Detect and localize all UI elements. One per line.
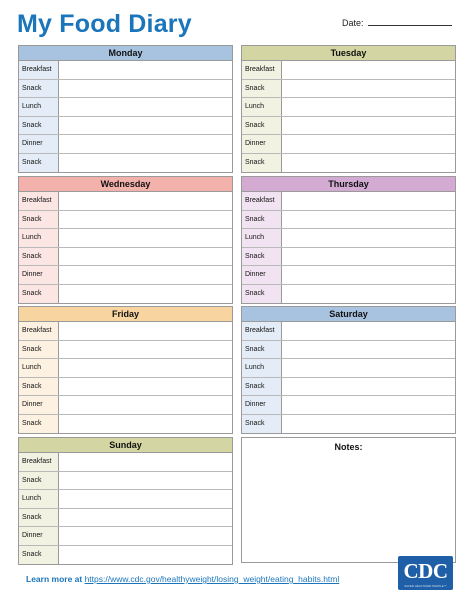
meal-entry-field[interactable] [59, 509, 232, 527]
meal-entry-field[interactable] [282, 396, 455, 414]
meal-label: Breakfast [19, 192, 59, 210]
meal-row [19, 527, 232, 546]
meal-entry-field[interactable] [282, 135, 455, 153]
meal-entry-field[interactable] [282, 285, 455, 304]
day-header: Wednesday [19, 177, 232, 192]
meal-label: Breakfast [19, 322, 59, 340]
meal-entry-field[interactable] [59, 229, 232, 247]
day-header: Thursday [242, 177, 455, 192]
meal-entry-field[interactable] [59, 527, 232, 545]
meal-entry-field[interactable] [59, 135, 232, 153]
meal-label: Breakfast [242, 61, 282, 79]
day-header: Monday [19, 46, 232, 61]
meal-row [242, 396, 455, 415]
meal-row [242, 378, 455, 397]
meal-row [242, 229, 455, 248]
day-block-saturday [241, 306, 456, 434]
meal-row [19, 285, 232, 304]
meal-label: Snack [242, 285, 282, 304]
meal-label: Snack [242, 415, 282, 434]
meal-entry-field[interactable] [59, 192, 232, 210]
day-header: Tuesday [242, 46, 455, 61]
meal-row [242, 285, 455, 304]
meal-label: Snack [19, 378, 59, 396]
meal-entry-field[interactable] [59, 546, 232, 565]
meal-entry-field[interactable] [282, 117, 455, 135]
meal-entry-field[interactable] [59, 341, 232, 359]
meal-entry-field[interactable] [59, 80, 232, 98]
meal-label: Dinner [19, 135, 59, 153]
meal-label: Lunch [19, 229, 59, 247]
meal-row [19, 490, 232, 509]
meal-label: Dinner [242, 135, 282, 153]
meal-label: Breakfast [19, 61, 59, 79]
meal-label: Snack [19, 248, 59, 266]
day-block-sunday [18, 437, 233, 565]
meal-entry-field[interactable] [59, 322, 232, 340]
meal-label: Snack [19, 154, 59, 173]
meal-row [242, 117, 455, 136]
meal-label: Snack [19, 117, 59, 135]
day-block-friday [18, 306, 233, 434]
meal-label: Lunch [19, 490, 59, 508]
day-block-tuesday [241, 45, 456, 173]
meal-entry-field[interactable] [59, 490, 232, 508]
meal-label: Dinner [19, 527, 59, 545]
meal-label: Snack [19, 415, 59, 434]
meal-label: Snack [242, 341, 282, 359]
meal-entry-field[interactable] [282, 192, 455, 210]
meal-label: Snack [19, 341, 59, 359]
meal-label: Dinner [19, 396, 59, 414]
meal-label: Lunch [242, 229, 282, 247]
meal-row [19, 192, 232, 211]
meal-row [242, 322, 455, 341]
meal-entry-field[interactable] [59, 453, 232, 471]
day-block-monday [18, 45, 233, 173]
day-header: Saturday [242, 307, 455, 322]
meal-row [242, 248, 455, 267]
meal-row [242, 80, 455, 99]
meal-row [19, 509, 232, 528]
meal-row [242, 359, 455, 378]
cdc-logo [398, 556, 453, 590]
day-block-wednesday [18, 176, 233, 304]
meal-entry-field[interactable] [282, 359, 455, 377]
meal-label: Breakfast [242, 322, 282, 340]
meal-label: Snack [242, 117, 282, 135]
meal-entry-field[interactable] [59, 396, 232, 414]
meal-row [19, 266, 232, 285]
meal-label: Breakfast [19, 453, 59, 471]
meal-entry-field[interactable] [282, 322, 455, 340]
meal-entry-field[interactable] [282, 248, 455, 266]
meal-row [19, 396, 232, 415]
meal-row [242, 98, 455, 117]
meal-entry-field[interactable] [282, 341, 455, 359]
meal-label: Snack [19, 472, 59, 490]
meal-label: Dinner [19, 266, 59, 284]
meal-entry-field[interactable] [282, 80, 455, 98]
meal-label: Breakfast [242, 192, 282, 210]
meal-row [19, 546, 232, 565]
meal-entry-field[interactable] [59, 266, 232, 284]
meal-row [19, 154, 232, 173]
meal-label: Lunch [242, 98, 282, 116]
meal-row [19, 80, 232, 99]
meal-label: Snack [19, 211, 59, 229]
meal-row [19, 117, 232, 136]
meal-entry-field[interactable] [282, 229, 455, 247]
meal-entry-field[interactable] [59, 154, 232, 173]
meal-label: Snack [19, 285, 59, 304]
meal-entry-field[interactable] [282, 98, 455, 116]
meal-row [19, 453, 232, 472]
meal-label: Dinner [242, 396, 282, 414]
meal-row [19, 61, 232, 80]
meal-label: Lunch [242, 359, 282, 377]
day-header: Sunday [19, 438, 232, 453]
notes-label: Notes: [334, 442, 363, 452]
meal-label: Snack [242, 378, 282, 396]
date-line[interactable] [368, 16, 452, 26]
meal-row [19, 211, 232, 230]
meal-row [242, 415, 455, 434]
meal-entry-field[interactable] [59, 61, 232, 79]
meal-row [19, 248, 232, 267]
meal-row [19, 229, 232, 248]
cdc-logo-text: CDC [403, 559, 448, 583]
meal-row [19, 98, 232, 117]
meal-row [19, 341, 232, 360]
meal-row [19, 135, 232, 154]
meal-label: Snack [19, 509, 59, 527]
meal-row [19, 378, 232, 397]
day-block-thursday [241, 176, 456, 304]
meal-label: Snack [242, 248, 282, 266]
meal-entry-field[interactable] [282, 266, 455, 284]
meal-label: Snack [242, 154, 282, 173]
meal-entry-field[interactable] [282, 211, 455, 229]
meal-row [242, 266, 455, 285]
meal-row [19, 472, 232, 491]
meal-entry-field[interactable] [282, 61, 455, 79]
meal-entry-field[interactable] [59, 415, 232, 434]
meal-entry-field[interactable] [59, 117, 232, 135]
meal-entry-field[interactable] [59, 378, 232, 396]
meal-row [242, 192, 455, 211]
cdc-logo-tagline: SAFER·HEALTHIER·PEOPLE™ [404, 585, 447, 588]
meal-label: Dinner [242, 266, 282, 284]
date-field[interactable] [342, 16, 452, 28]
meal-label: Snack [242, 211, 282, 229]
meal-label: Lunch [19, 98, 59, 116]
meal-entry-field[interactable] [59, 248, 232, 266]
meal-entry-field[interactable] [282, 378, 455, 396]
meal-label: Snack [19, 80, 59, 98]
day-header: Friday [19, 307, 232, 322]
meal-row [242, 135, 455, 154]
page-title: My Food Diary [17, 10, 192, 38]
date-label: Date: [342, 18, 364, 28]
notes-box[interactable] [241, 437, 456, 563]
meal-label: Snack [242, 80, 282, 98]
meal-row [242, 211, 455, 230]
meal-row [242, 61, 455, 80]
meal-entry-field[interactable] [282, 154, 455, 173]
meal-entry-field[interactable] [282, 415, 455, 434]
meal-entry-field[interactable] [59, 211, 232, 229]
meal-row [19, 415, 232, 434]
meal-row [19, 359, 232, 378]
meal-entry-field[interactable] [59, 98, 232, 116]
meal-entry-field[interactable] [59, 472, 232, 490]
meal-row [242, 341, 455, 360]
meal-row [19, 322, 232, 341]
meal-label: Lunch [19, 359, 59, 377]
meal-row [242, 154, 455, 173]
footer-link[interactable]: https://www.cdc.gov/healthyweight/losing_weight/eating_habits.html [84, 574, 340, 584]
footer-prefix: Learn more at [26, 574, 85, 584]
meal-entry-field[interactable] [59, 285, 232, 304]
meal-label: Snack [19, 546, 59, 565]
footer [26, 574, 339, 584]
meal-entry-field[interactable] [59, 359, 232, 377]
